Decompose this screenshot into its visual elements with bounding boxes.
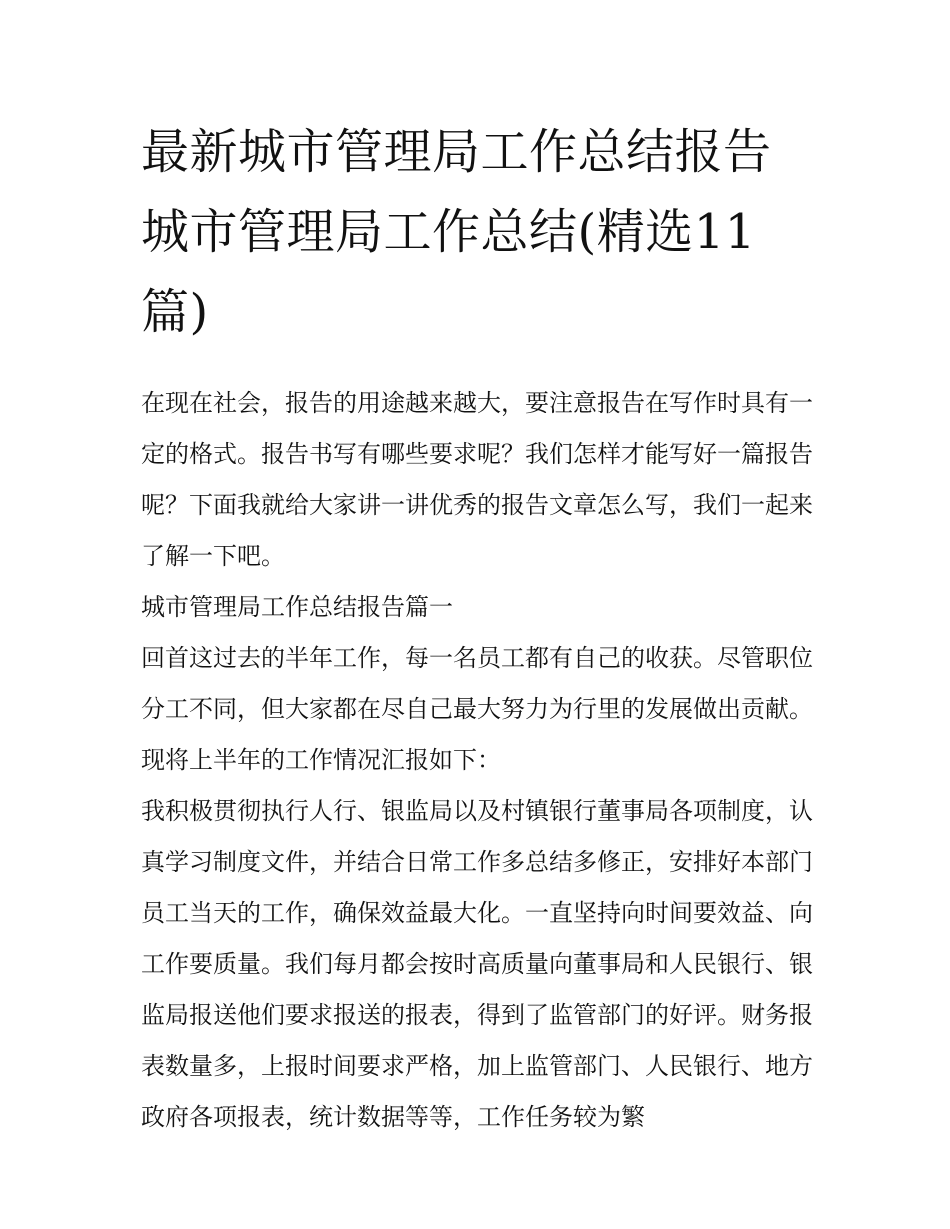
section-heading: 城市管理局工作总结报告篇一 bbox=[141, 593, 453, 621]
document-content bbox=[141, 112, 813, 1143]
intro-paragraph: 在现在社会，报告的用途越来越大，要注意报告在写作时具有一定的格式。报告书写有哪些要求呢？我们怎样才能写好一篇报告呢？下面我就给大家讲一讲优秀的报告文章怎么写，我们一起来了解一下吧。 bbox=[141, 389, 813, 570]
body-paragraph-2: 我积极贯彻执行人行、银监局以及村镇银行董事局各项制度，认真学习制度文件，并结合日常工作多总结多修正，安排好本部门员工当天的工作，确保效益最大化。一直坚持向时间要效益、向工作要质量。我们每月都会按时高质量向董事局和人民银行、银监局报送他们要求报送的报表，得到了监管部门的好评。财务报表数量多，上报时间要求严格，加上监管部门、人民银行、地方政府各项报表，统计数据等等，工作任务较为繁 bbox=[141, 797, 813, 1131]
body-paragraph-1: 回首这过去的半年工作，每一名员工都有自己的收获。尽管职位分工不同，但大家都在尽自己最大努力为行里的发展做出贡献。现将上半年的工作情况汇报如下： bbox=[141, 644, 813, 774]
document-title: 最新城市管理局工作总结报告城市管理局工作总结(精选11篇) bbox=[141, 124, 772, 340]
